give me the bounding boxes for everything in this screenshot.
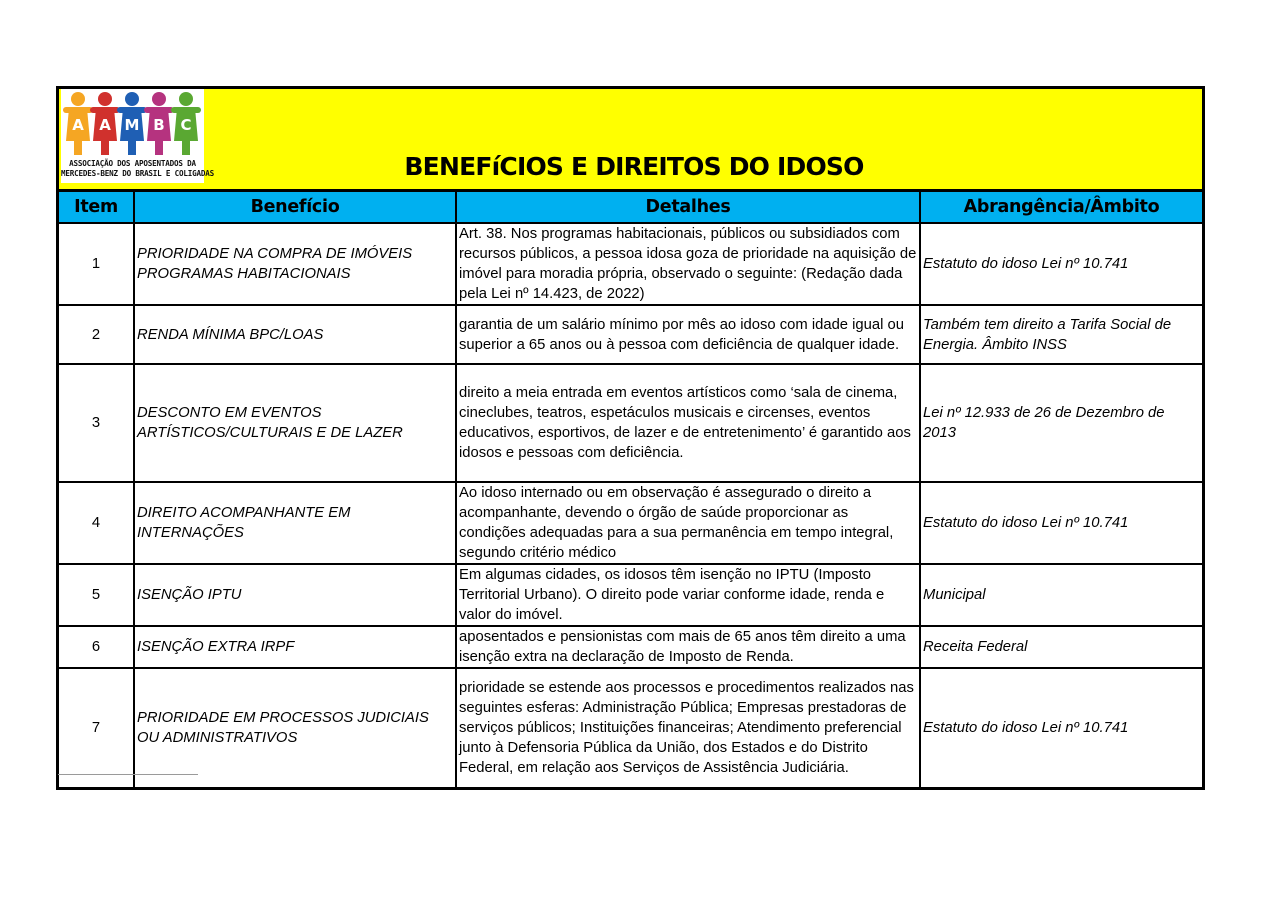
- logo-text-line-2: MERCEDES-BENZ DO BRASIL E COLIGADAS: [61, 169, 215, 178]
- details-cell: garantia de um salário mínimo por mês ao idoso com idade igual ou superior a 65 anos ou à pessoa com deficiência de qualquer idade.: [456, 305, 920, 364]
- logo-letter: M: [124, 116, 140, 134]
- item-number: 1: [59, 223, 134, 305]
- scope-cell: Municipal: [920, 564, 1202, 626]
- item-number: 3: [59, 364, 134, 482]
- logo-figure-1: [63, 92, 93, 155]
- table-row: [59, 626, 1202, 668]
- header-item: Item: [59, 192, 134, 223]
- table-row: [59, 364, 1202, 482]
- table-row: [59, 223, 1202, 305]
- benefit-cell: PRIORIDADE NA COMPRA DE IMÓVEIS PROGRAMAS HABITACIONAIS: [134, 223, 456, 305]
- page-title: BENEFíCIOS E DIREITOS DO IDOSO: [404, 152, 864, 181]
- logo-figure-3: [117, 92, 147, 155]
- benefits-table: [59, 192, 1202, 787]
- table-header-row: [59, 192, 1202, 223]
- table-row: [59, 564, 1202, 626]
- logo-figures-icon: [61, 89, 204, 159]
- logo-letter: C: [180, 116, 192, 134]
- scope-cell: Lei nº 12.933 de 26 de Dezembro de 2013: [920, 364, 1202, 482]
- header-scope: Abrangência/Âmbito: [920, 192, 1202, 223]
- item-number: 2: [59, 305, 134, 364]
- header-benefit: Benefício: [134, 192, 456, 223]
- details-cell: aposentados e pensionistas com mais de 65 anos têm direito a uma isenção extra na declaração de Imposto de Renda.: [456, 626, 920, 668]
- details-cell: Em algumas cidades, os idosos têm isenção no IPTU (Imposto Territorial Urbano). O direito pode variar conforme idade, renda e valor do imóvel.: [456, 564, 920, 626]
- benefit-cell: DIREITO ACOMPANHANTE EM INTERNAÇÕES: [134, 482, 456, 564]
- scope-cell: Estatuto do idoso Lei nº 10.741: [920, 668, 1202, 787]
- table-row: [59, 482, 1202, 564]
- details-cell: prioridade se estende aos processos e procedimentos realizados nas seguintes esferas: Administração Pública; Empresas prestadoras de serviços públicos; Instituições financeiras; Atendimento preferencial junto à Defensoria Pública da União, dos Estados e do Distrito Federal, em relação aos Serviços de Assistência Judiciária.: [456, 668, 920, 787]
- details-cell: direito a meia entrada em eventos artísticos como ‘sala de cinema, cineclubes, teatros, espetáculos musicais e circenses, eventos educativos, esportivos, de lazer e de entretenimento’ é garantido aos idosos e pessoas com deficiência.: [456, 364, 920, 482]
- divider: [58, 774, 198, 775]
- logo-letter: B: [153, 116, 165, 134]
- association-logo: [61, 89, 215, 183]
- benefit-cell: PRIORIDADE EM PROCESSOS JUDICIAIS OU ADMINISTRATIVOS: [134, 668, 456, 787]
- logo-letter: A: [99, 116, 111, 134]
- header-details: Detalhes: [456, 192, 920, 223]
- item-number: 5: [59, 564, 134, 626]
- details-cell: Ao idoso internado ou em observação é assegurado o direito a acompanhante, devendo o órgão de saúde proporcionar as condições adequadas para a sua permanência em tempo integral, segundo critério médico: [456, 482, 920, 564]
- benefits-sheet: [56, 86, 1205, 790]
- scope-cell: Estatuto do idoso Lei nº 10.741: [920, 223, 1202, 305]
- benefit-cell: DESCONTO EM EVENTOS ARTÍSTICOS/CULTURAIS E DE LAZER: [134, 364, 456, 482]
- title-banner: [59, 89, 1202, 192]
- scope-cell: Receita Federal: [920, 626, 1202, 668]
- scope-cell: Estatuto do idoso Lei nº 10.741: [920, 482, 1202, 564]
- benefit-cell: ISENÇÃO IPTU: [134, 564, 456, 626]
- benefit-cell: ISENÇÃO EXTRA IRPF: [134, 626, 456, 668]
- logo-figure-5: [171, 92, 201, 155]
- logo-text-line-1: ASSOCIAÇÃO DOS APOSENTADOS DA: [69, 159, 196, 168]
- item-number: 4: [59, 482, 134, 564]
- details-cell: Art. 38. Nos programas habitacionais, públicos ou subsidiados com recursos públicos, a pessoa idosa goza de prioridade na aquisição de imóvel para moradia própria, observado o seguinte: (Redação dada pela Lei nº 14.423, de 2022): [456, 223, 920, 305]
- table-row: [59, 305, 1202, 364]
- logo-letter: A: [72, 116, 84, 134]
- table-row: [59, 668, 1202, 787]
- scope-cell: Também tem direito a Tarifa Social de Energia. Âmbito INSS: [920, 305, 1202, 364]
- logo-figure-4: [144, 92, 174, 155]
- logo-figure-2: [90, 92, 120, 155]
- item-number: 6: [59, 626, 134, 668]
- item-number: 7: [59, 668, 134, 787]
- benefit-cell: RENDA MÍNIMA BPC/LOAS: [134, 305, 456, 364]
